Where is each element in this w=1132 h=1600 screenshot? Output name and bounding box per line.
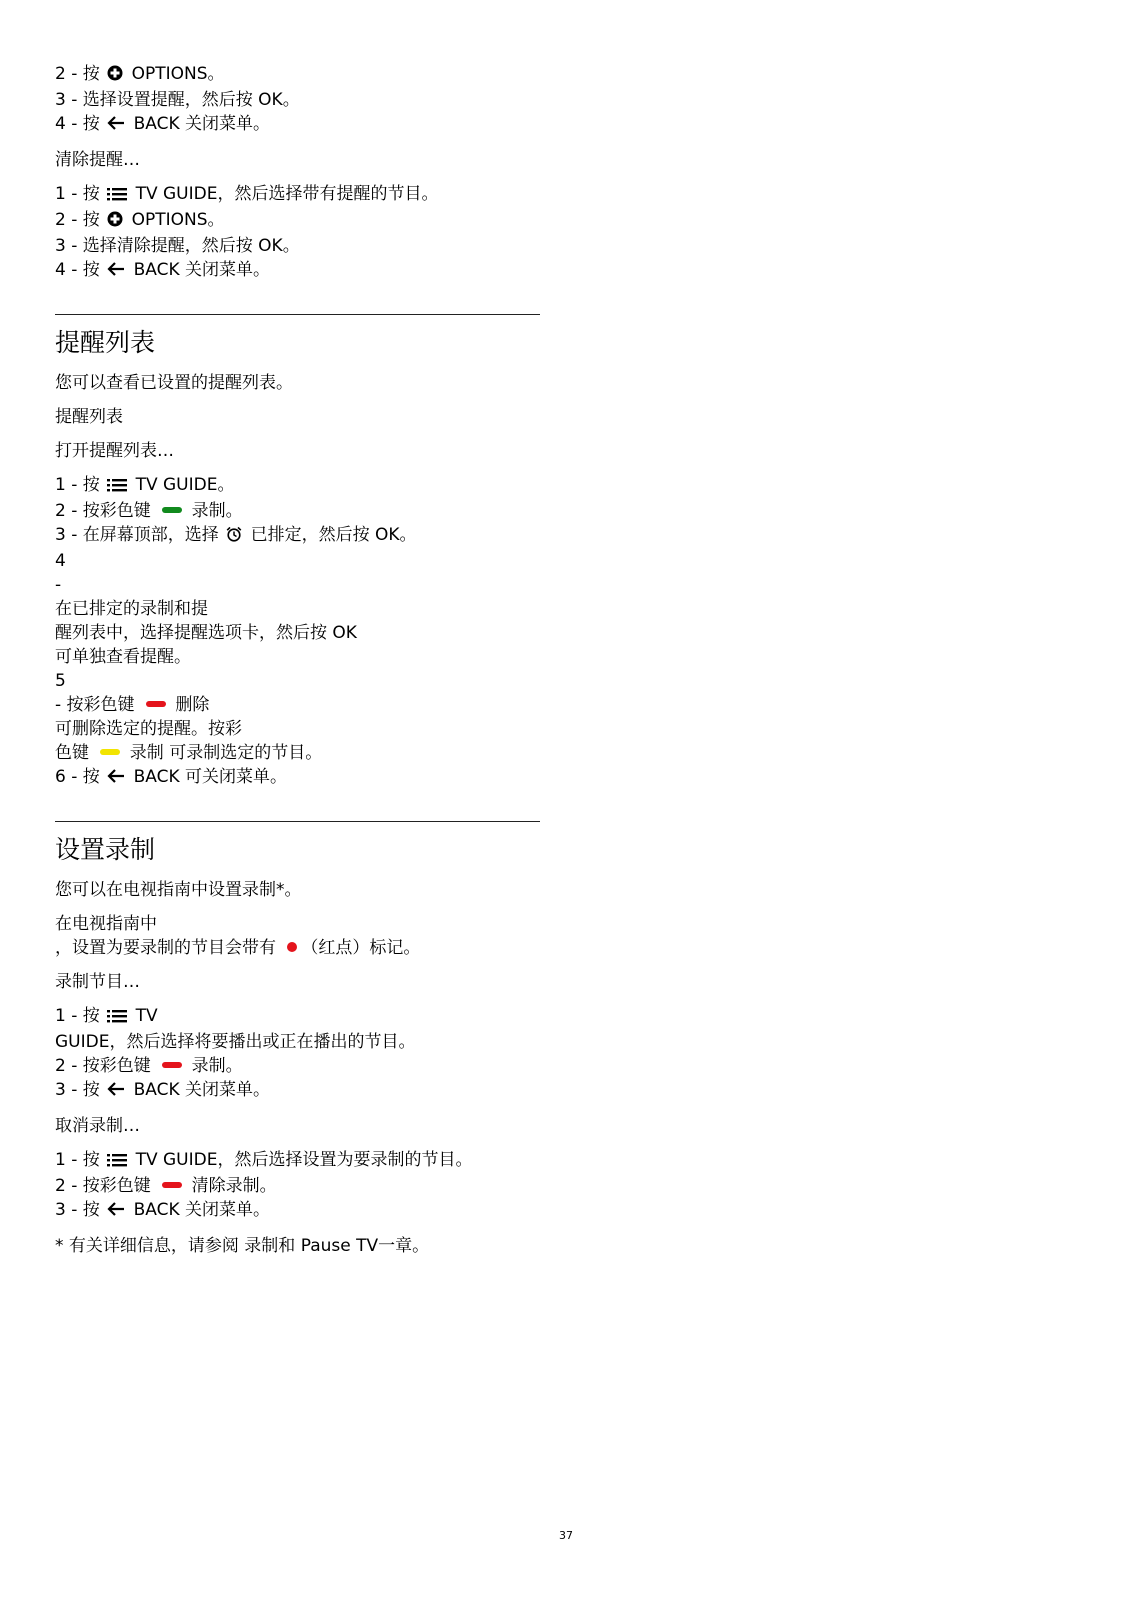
green-key-icon [162, 507, 182, 513]
tv-guide-list-icon [107, 1006, 127, 1030]
step-line: 1 - 按 TV [55, 1004, 545, 1030]
red-key-icon [162, 1062, 182, 1068]
step-line: - 按彩色键 删除 [55, 695, 210, 715]
step-line: 6 - 按 BACK 可关闭菜单。 [55, 765, 545, 791]
footnote: * 有关详细信息，请参阅 录制和 Pause TV一章。 [55, 1236, 430, 1256]
step-line: 4 - 按 BACK 关闭菜单。 [55, 112, 545, 138]
step-line: 3 - 按 BACK 关闭菜单。 [55, 1078, 545, 1104]
red-dot-icon [287, 942, 297, 952]
step-line: 3 - 按 BACK 关闭菜单。 [55, 1198, 545, 1224]
step-line: 5 [55, 671, 66, 691]
step-line: 4 [55, 551, 66, 571]
step-line: GUIDE，然后选择将要播出或正在播出的节目。 [55, 1032, 416, 1052]
alarm-clock-icon [226, 525, 242, 549]
step-line: 醒列表中，选择提醒选项卡，然后按 OK [55, 623, 357, 643]
back-arrow-icon [107, 114, 125, 138]
step-line: 3 - 选择设置提醒，然后按 OK。 [55, 90, 300, 110]
paragraph: 在电视指南中 [55, 914, 157, 934]
step-line: 4 - 按 BACK 关闭菜单。 [55, 258, 545, 284]
tv-guide-list-icon [107, 475, 127, 499]
page-number: 37 [559, 1529, 573, 1542]
step-line: 2 - 按彩色键 录制。 [55, 501, 243, 521]
back-arrow-icon [107, 1200, 125, 1224]
step-line: 3 - 在屏幕顶部，选择 已排定，然后按 OK。 [55, 523, 545, 549]
subheading: 提醒列表 [55, 407, 123, 427]
subheading: 录制节目… [55, 972, 140, 992]
step-line: 2 - 按 OPTIONS。 [55, 208, 545, 234]
step-line: 在已排定的录制和提 [55, 599, 208, 619]
red-key-icon [162, 1182, 182, 1188]
section-divider [55, 314, 540, 315]
red-key-icon [146, 701, 166, 707]
subheading: 打开提醒列表… [55, 441, 174, 461]
section-title: 提醒列表 [55, 328, 156, 357]
paragraph: ，设置为要录制的节目会带有 （红点）标记。 [55, 938, 421, 958]
plus-circle-icon [107, 64, 123, 88]
back-arrow-icon [107, 1080, 125, 1104]
tv-guide-list-icon [107, 1150, 127, 1174]
yellow-key-icon [100, 749, 120, 755]
step-line: 1 - 按 TV GUIDE，然后选择带有提醒的节目。 [55, 182, 545, 208]
back-arrow-icon [107, 260, 125, 284]
step-line: - [55, 575, 62, 595]
tv-guide-list-icon [107, 184, 127, 208]
plus-circle-icon [107, 210, 123, 234]
step-line: 3 - 选择清除提醒，然后按 OK。 [55, 236, 300, 256]
back-arrow-icon [107, 767, 125, 791]
section-divider [55, 821, 540, 822]
step-line: 可删除选定的提醒。按彩 [55, 719, 242, 739]
step-line: 1 - 按 TV GUIDE，然后选择设置为要录制的节目。 [55, 1148, 545, 1174]
subheading: 取消录制… [55, 1116, 140, 1136]
step-line: 2 - 按彩色键 录制。 [55, 1056, 243, 1076]
section-title: 设置录制 [55, 835, 156, 864]
step-line: 1 - 按 TV GUIDE。 [55, 473, 545, 499]
step-line: 2 - 按 OPTIONS。 [55, 62, 545, 88]
paragraph: 您可以在电视指南中设置录制*。 [55, 880, 302, 900]
subheading: 清除提醒… [55, 150, 140, 170]
page-content [55, 62, 545, 1258]
step-line: 色键 录制 可录制选定的节目。 [55, 743, 323, 763]
step-line: 可单独查看提醒。 [55, 647, 191, 667]
step-line: 2 - 按彩色键 清除录制。 [55, 1176, 277, 1196]
paragraph: 您可以查看已设置的提醒列表。 [55, 373, 293, 393]
